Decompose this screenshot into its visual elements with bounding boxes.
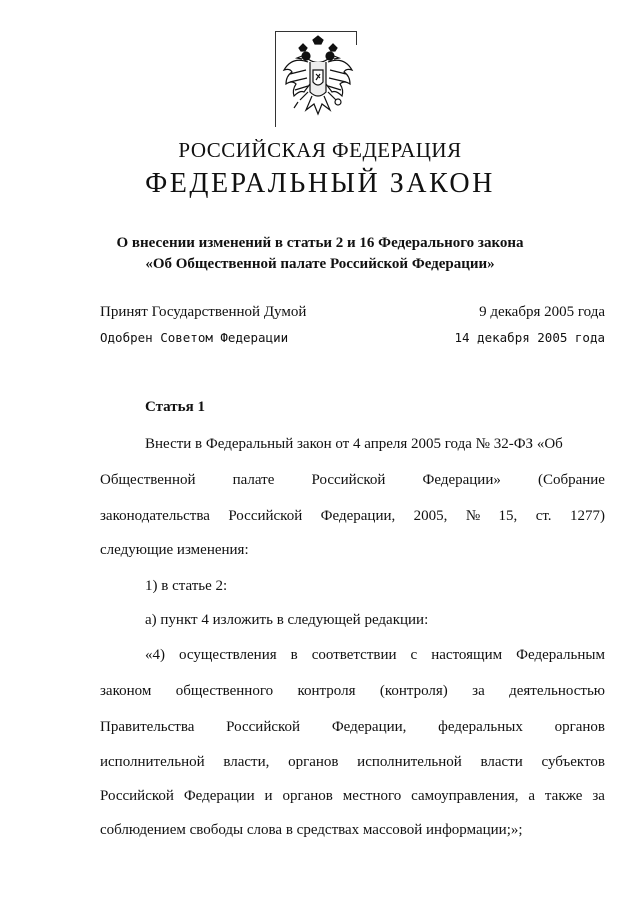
quote-line-4 [100, 754, 605, 771]
header-law-type: ФЕДЕРАЛЬНЫЙ ЗАКОН [145, 168, 495, 199]
amendment-item-1a: а) пункт 4 изложить в следующей редакции: [145, 612, 429, 628]
word: а [528, 788, 536, 804]
quote-line-6: соблюдением свободы слова в средствах массовой информации;»; [100, 822, 523, 838]
word: осуществления [179, 647, 277, 663]
article-intro-line-1: Внести в Федеральный закон от 4 апреля 2005 года № 32-ФЗ «Об [145, 436, 563, 452]
word: Российской [311, 472, 386, 488]
word: Правительства [100, 719, 195, 735]
header-country: РОССИЙСКАЯ ФЕДЕРАЦИЯ [178, 138, 462, 162]
word: органов [282, 788, 333, 804]
word: исполнительной [100, 754, 205, 770]
word: за [592, 788, 605, 804]
word: за [472, 683, 485, 699]
word: Федерации [183, 788, 255, 804]
word: федеральных [438, 719, 523, 735]
word: с [410, 647, 418, 663]
article-intro-line-2 [100, 472, 605, 489]
word: законом [100, 683, 152, 699]
word: местного [342, 788, 402, 804]
word: органов [554, 719, 605, 735]
coat-of-arms-icon [280, 34, 356, 124]
word: ст. [535, 508, 552, 524]
article-heading: Статья 1 [145, 399, 205, 415]
article-intro-line-3 [100, 508, 605, 525]
word: органов [288, 754, 339, 770]
quote-line-1 [145, 647, 605, 664]
word: законодательства [100, 508, 210, 524]
quote-line-5 [100, 788, 605, 805]
article-intro-line-4: следующие изменения: [100, 542, 249, 558]
word: палате [232, 472, 275, 488]
word: 2005, [413, 508, 448, 524]
word: Федерации, [331, 719, 407, 735]
word: 15, [498, 508, 518, 524]
word: (контроля) [379, 683, 448, 699]
word: общественного [175, 683, 274, 699]
council-approval-label: Одобрен Советом Федерации [100, 330, 289, 345]
word: в [290, 647, 298, 663]
council-approval-date: 14 декабря 2005 года [454, 330, 605, 345]
word: Федеральным [516, 647, 605, 663]
duma-adoption-date: 9 декабря 2005 года [479, 304, 605, 320]
word: Российской [100, 788, 174, 804]
word: «4) [145, 647, 165, 663]
word: (Собрание [537, 472, 605, 488]
amendment-item-1: 1) в статье 2: [145, 578, 228, 594]
quote-line-3 [100, 719, 605, 736]
word: № [465, 508, 481, 524]
duma-adoption-label: Принят Государственной Думой [100, 304, 307, 320]
word: также [544, 788, 583, 804]
word: субъектов [541, 754, 605, 770]
word: Российской [228, 508, 303, 524]
word: Общественной [100, 472, 196, 488]
word: самоуправления, [411, 788, 519, 804]
law-title-line-1: О внесении изменений в статьи 2 и 16 Федерального закона [116, 235, 524, 251]
word: деятельностью [509, 683, 605, 699]
word: исполнительной [357, 754, 462, 770]
word: контроля [297, 683, 356, 699]
law-title [100, 233, 540, 275]
word: настоящим [431, 647, 503, 663]
word: и [264, 788, 273, 804]
quote-line-2 [100, 683, 605, 700]
word: соответствии [311, 647, 397, 663]
word: власти, [223, 754, 270, 770]
word: 1277) [569, 508, 605, 524]
word: Федерации, [320, 508, 396, 524]
word: Федерации» [422, 472, 501, 488]
word: Российской [226, 719, 301, 735]
word: власти [480, 754, 523, 770]
law-title-line-2: «Об Общественной палате Российской Федерации» [145, 256, 495, 272]
